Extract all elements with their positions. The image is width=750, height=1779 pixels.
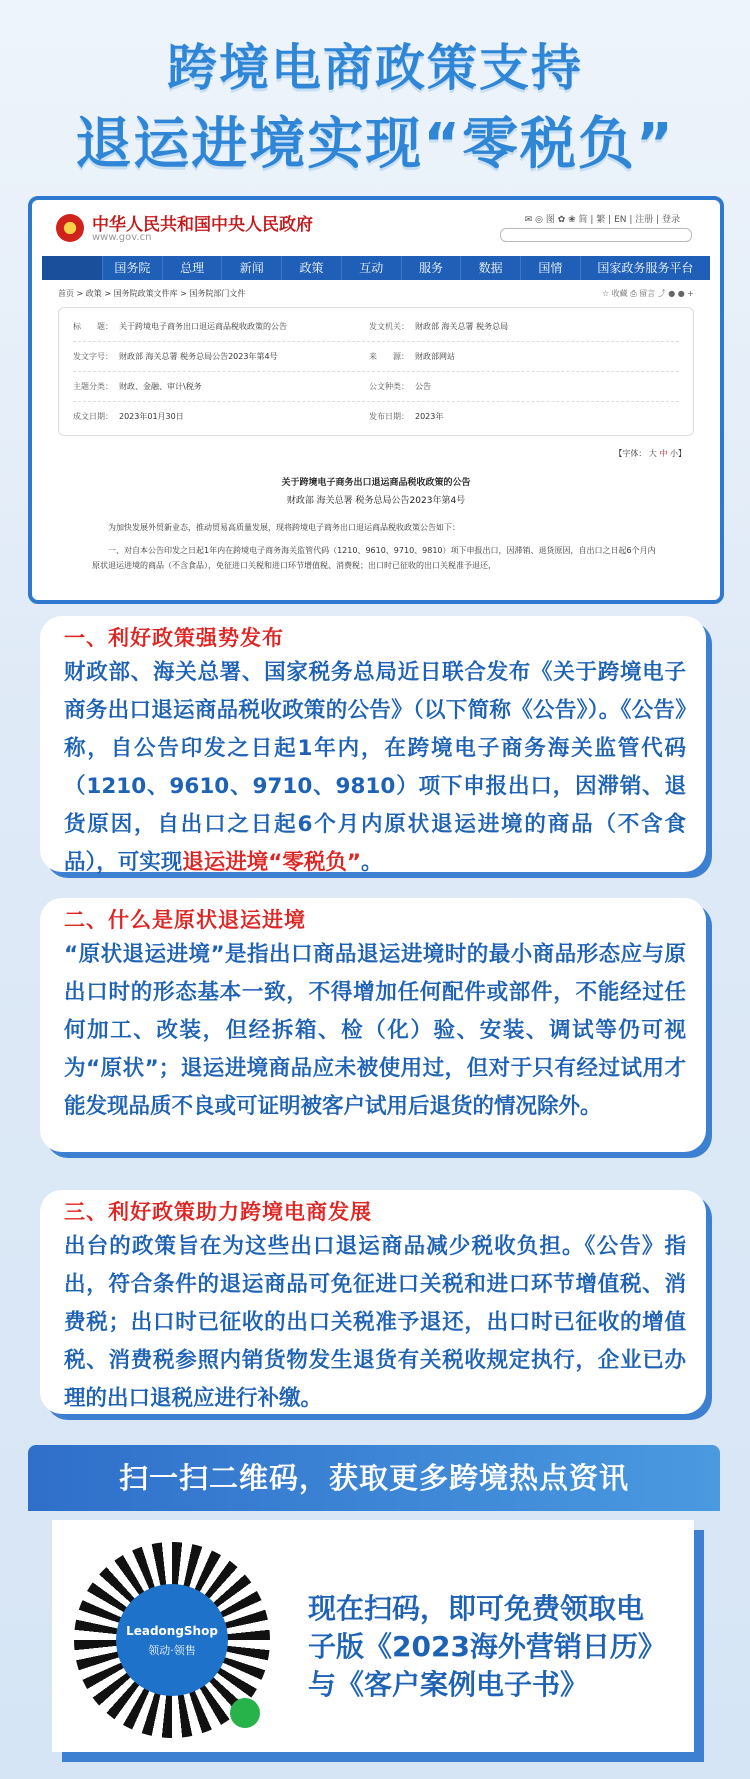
gov-nav-item: 总理 xyxy=(162,256,222,280)
gov-nav-logo xyxy=(42,256,102,280)
meta-value: 财政部 海关总署 税务总局公告2023年第4号 xyxy=(119,352,278,361)
gov-breadcrumb-row xyxy=(58,288,694,299)
meta-value: 2023年01月30日 xyxy=(119,412,184,421)
meta-key: 发文字号： xyxy=(73,352,113,361)
qr-logo xyxy=(116,1584,228,1696)
miniprogram-icon xyxy=(230,1698,260,1728)
doc-meta-table xyxy=(58,307,694,436)
meta-value: 关于跨境电子商务出口退运商品税收政策的公告 xyxy=(119,322,287,331)
meta-row xyxy=(73,312,679,342)
meta-row xyxy=(73,402,679,431)
gov-header xyxy=(32,200,720,256)
doc-subtitle: 财政部 海关总署 税务总局公告2023年第4号 xyxy=(286,496,466,506)
meta-key: 发文机关： xyxy=(369,322,409,331)
national-emblem-icon xyxy=(56,214,84,242)
meta-key: 来 源： xyxy=(369,352,409,361)
title-line-2: 退运进境实现“零税负” xyxy=(75,112,675,177)
meta-key: 发布日期： xyxy=(369,412,409,421)
gov-nav-item: 互动 xyxy=(341,256,401,280)
font-size-c: 中 xyxy=(659,449,668,458)
gov-nav-item: 政策 xyxy=(281,256,341,280)
section-card-3 xyxy=(40,1190,706,1414)
section-tail: 。 xyxy=(361,850,383,875)
qr-text-line: 与《客户案例电子书》 xyxy=(308,1668,589,1701)
gov-nav-item: 国务院 xyxy=(102,256,162,280)
font-size-d: 小】 xyxy=(670,449,686,458)
qr-code-icon[interactable] xyxy=(74,1542,270,1738)
gov-nav-item: 数据 xyxy=(460,256,520,280)
meta-key: 标 题： xyxy=(73,322,113,331)
gov-search-bar xyxy=(500,228,692,242)
gov-nav-item: 国情 xyxy=(520,256,580,280)
gov-nav-item: 国家政务服务平台 xyxy=(580,256,710,280)
doc-title: 关于跨境电子商务出口退运商品税收政策的公告 xyxy=(281,478,471,488)
qr-text-line: 现在扫码，即可免费领取电 xyxy=(308,1592,645,1625)
meta-row xyxy=(73,342,679,372)
section-card-2 xyxy=(40,898,706,1152)
section-body: 出台的政策旨在为这些出口退运商品减少税收负担。《公告》指出，符合条件的退运商品可免征进口关税和进口环节增值税、消费税；出口时已征收的出口关税准予退还，出口时已征收的增值税、消费税参照内销货物发生退货有关税收规定执行，企业已办理的出口退税应进行补缴。 xyxy=(64,1234,686,1411)
gov-site-name: 中华人民共和国中央人民政府 xyxy=(92,215,313,235)
section-text: 财政部、海关总署、国家税务总局近日联合发布《关于跨境电子商务出口退运商品税收政策的公告》（以下简称《公告》）。《公告》称，自公告印发之日起1年内，在跨境电子商务海关监管代码（1210、9610、9710、9810）项下申报出口，因滞销、退货原因，自出口之日起6个月内原状退运进境的商品（不含食品），可实现 xyxy=(64,660,686,875)
meta-value: 财政部网站 xyxy=(415,352,455,361)
crumb-tools: ☆ 收藏 ⎙ 留言 ⤴ ● ● + xyxy=(601,289,694,298)
section-card-1 xyxy=(40,616,706,875)
meta-value: 2023年 xyxy=(415,412,444,421)
meta-value: 公告 xyxy=(415,382,431,391)
meta-key: 主题分类： xyxy=(73,382,113,391)
qr-text-line: 子版《2023海外营销日历》 xyxy=(308,1630,666,1663)
doc-paragraph: 一、对自本公告印发之日起1年内在跨境电子商务海关监管代码（1210、9610、9710、9810）项下申报出口，因滞销、退货原因，自出口之日起6个月内原状退运进境的商品（不含食品），免征进口关税和进口环节增值税、消费税；出口时已征收的出口关税准予退还， xyxy=(92,546,656,570)
font-size-a: 【字体： xyxy=(614,449,647,458)
qr-banner-text: 扫一扫二维码，获取更多跨境热点资讯 xyxy=(118,1461,629,1495)
meta-value: 财政、金融、审计\税务 xyxy=(119,382,202,391)
meta-row xyxy=(73,372,679,402)
doc-paragraph: 为加快发展外贸新业态，推动贸易高质量发展，现将跨境电子商务出口退运商品税收政策公告如下： xyxy=(108,523,460,532)
meta-value: 财政部 海关总署 税务总局 xyxy=(415,322,509,331)
gov-nav xyxy=(42,256,710,280)
font-size-b: 大 xyxy=(648,449,657,458)
meta-key: 成文日期： xyxy=(73,412,113,421)
qr-promo-text xyxy=(308,1590,666,1704)
qr-logo-sub: 领动·领售 xyxy=(148,1644,196,1657)
breadcrumb: 首页 > 政策 > 国务院政策文件库 > 国务院部门文件 xyxy=(58,289,246,298)
section-body: “原状退运进境”是指出口商品退运进境时的最小商品形态应与原出口时的形态基本一致，不得增加任何配件或部件，不能经过任何加工、改装，但经拆箱、检（化）验、安装、调试等仍可视为“原状”；退运进境商品应未被使用过，但对于只有经过试用才能发现品质不良或可证明被客户试用后退货的情况除外。 xyxy=(64,942,686,1119)
section-heading: 一、利好政策强势发布 xyxy=(64,626,284,650)
gov-nav-item: 新闻 xyxy=(221,256,281,280)
qr-logo-name: LeadongShop xyxy=(126,1624,218,1638)
gov-top-links: ✉ ◎ 图 ✿ ❀ 简 | 繁 | EN | 注册 | 登录 xyxy=(524,215,680,225)
section-heading: 二、什么是原状退运进境 xyxy=(64,908,306,932)
qr-box xyxy=(52,1520,694,1752)
gov-screenshot xyxy=(28,196,724,604)
gov-nav-item: 服务 xyxy=(401,256,461,280)
section-body xyxy=(64,654,686,882)
gov-url: www.gov.cn xyxy=(92,232,152,243)
title-line-1: 跨境电商政策支持 xyxy=(167,39,583,97)
meta-key: 公文种类： xyxy=(369,382,409,391)
font-size-switcher xyxy=(66,448,686,459)
section-highlight: 退运进境“零税负” xyxy=(182,850,362,875)
section-heading: 三、利好政策助力跨境电商发展 xyxy=(64,1200,372,1224)
qr-banner xyxy=(28,1445,720,1511)
